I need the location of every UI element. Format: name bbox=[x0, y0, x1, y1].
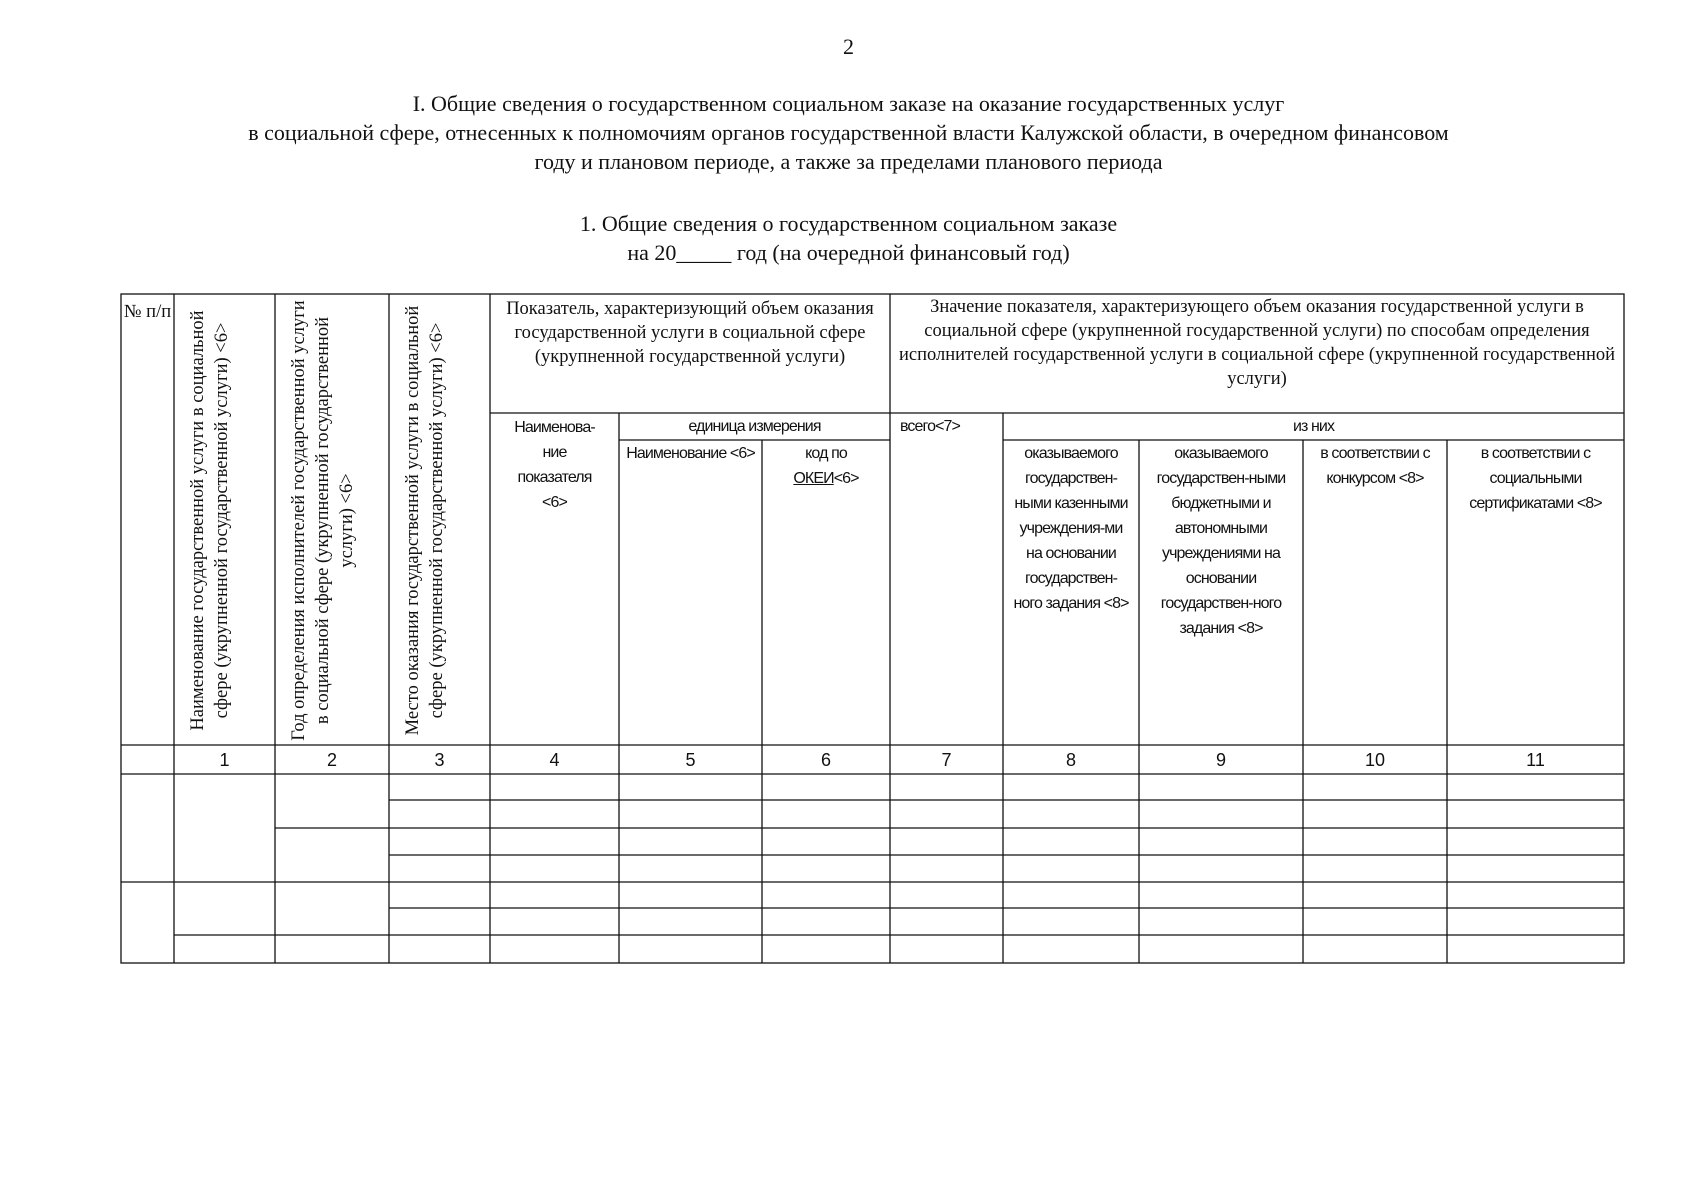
column-number: 3 bbox=[434, 750, 445, 770]
header-unit-group: единица измерения bbox=[688, 418, 821, 435]
header-unit-name: Наименование <6> bbox=[626, 445, 755, 462]
header-unit-okei bbox=[762, 441, 890, 491]
column-number: 9 bbox=[1215, 750, 1226, 770]
column-number: 6 bbox=[820, 750, 831, 770]
header-total: всего<7> bbox=[900, 418, 960, 435]
column-number: 11 bbox=[1526, 750, 1545, 770]
section-title-line-1: I. Общие сведения о государственном социальном заказе на оказание государственных услуг bbox=[412, 91, 1285, 116]
column-number: 4 bbox=[549, 750, 560, 770]
header-col-year: Год определения исполнителей государственной услуги в социальной сфере (укрупненной государственной услуги) <6> bbox=[289, 300, 357, 741]
column-number: 5 bbox=[685, 750, 696, 770]
column-number: 10 bbox=[1364, 750, 1386, 770]
header-sub-state-kazen: оказываемого государствен-ными казенными учреждения-ми на основании государствен-ного задания <8> bbox=[1013, 445, 1129, 612]
unit-okei-prefix: код по bbox=[805, 445, 847, 462]
header-sub-competition: в соответствии с конкурсом <8> bbox=[1320, 445, 1430, 487]
subsection-title-line-2: на 20_____ год (на очередной финансовый год) bbox=[627, 240, 1070, 265]
section-title-line-2: в социальной сфере, отнесенных к полномочиям органов государственной власти Калужской области, в очередном финансовом bbox=[248, 120, 1449, 145]
column-number: 8 bbox=[1065, 750, 1076, 770]
subsection-title-line-1: 1. Общие сведения о государственном социальном заказе bbox=[579, 211, 1118, 236]
column-number: 7 bbox=[941, 750, 952, 770]
header-of-which: из них bbox=[1292, 418, 1335, 435]
header-col-place: Место оказания государственной услуги в социальной сфере (укрупненной государственной услуги) <6> bbox=[403, 305, 447, 736]
unit-okei-suffix: <6> bbox=[833, 470, 859, 487]
header-col-num: № п/п bbox=[123, 302, 172, 322]
header-sub-budget-auto: оказываемого государствен-ными бюджетными и автономными учреждениями на основании государствен-ного задания <8> bbox=[1156, 445, 1286, 637]
page-number: 2 bbox=[843, 34, 854, 59]
header-col-service-name: Наименование государственной услуги в социальной сфере (укрупненной государственной услуги) <6> bbox=[188, 310, 232, 731]
section-title-line-3: году и плановом периоде, а также за пределами планового периода bbox=[534, 149, 1163, 174]
header-group-value: Значение показателя, характеризующего объем оказания государственной услуги в социальной сфере (укрупненной государственной услуги) по способам определения исполнителей государственной услуги в социальной сфере (укрупненной государственной услуги) bbox=[899, 297, 1615, 389]
header-group-indicator: Показатель, характеризующий объем оказания государственной услуги в социальной сфере (укрупненной государственной услуги) bbox=[506, 299, 874, 367]
okei-link[interactable]: ОКЕИ bbox=[793, 470, 834, 487]
header-sub-certificates: в соответствии с социальными сертификатами <8> bbox=[1469, 445, 1602, 512]
column-number: 1 bbox=[219, 750, 230, 770]
header-indicator-name: Наименова-ние показателя <6> bbox=[514, 419, 595, 511]
column-number: 2 bbox=[326, 750, 337, 770]
